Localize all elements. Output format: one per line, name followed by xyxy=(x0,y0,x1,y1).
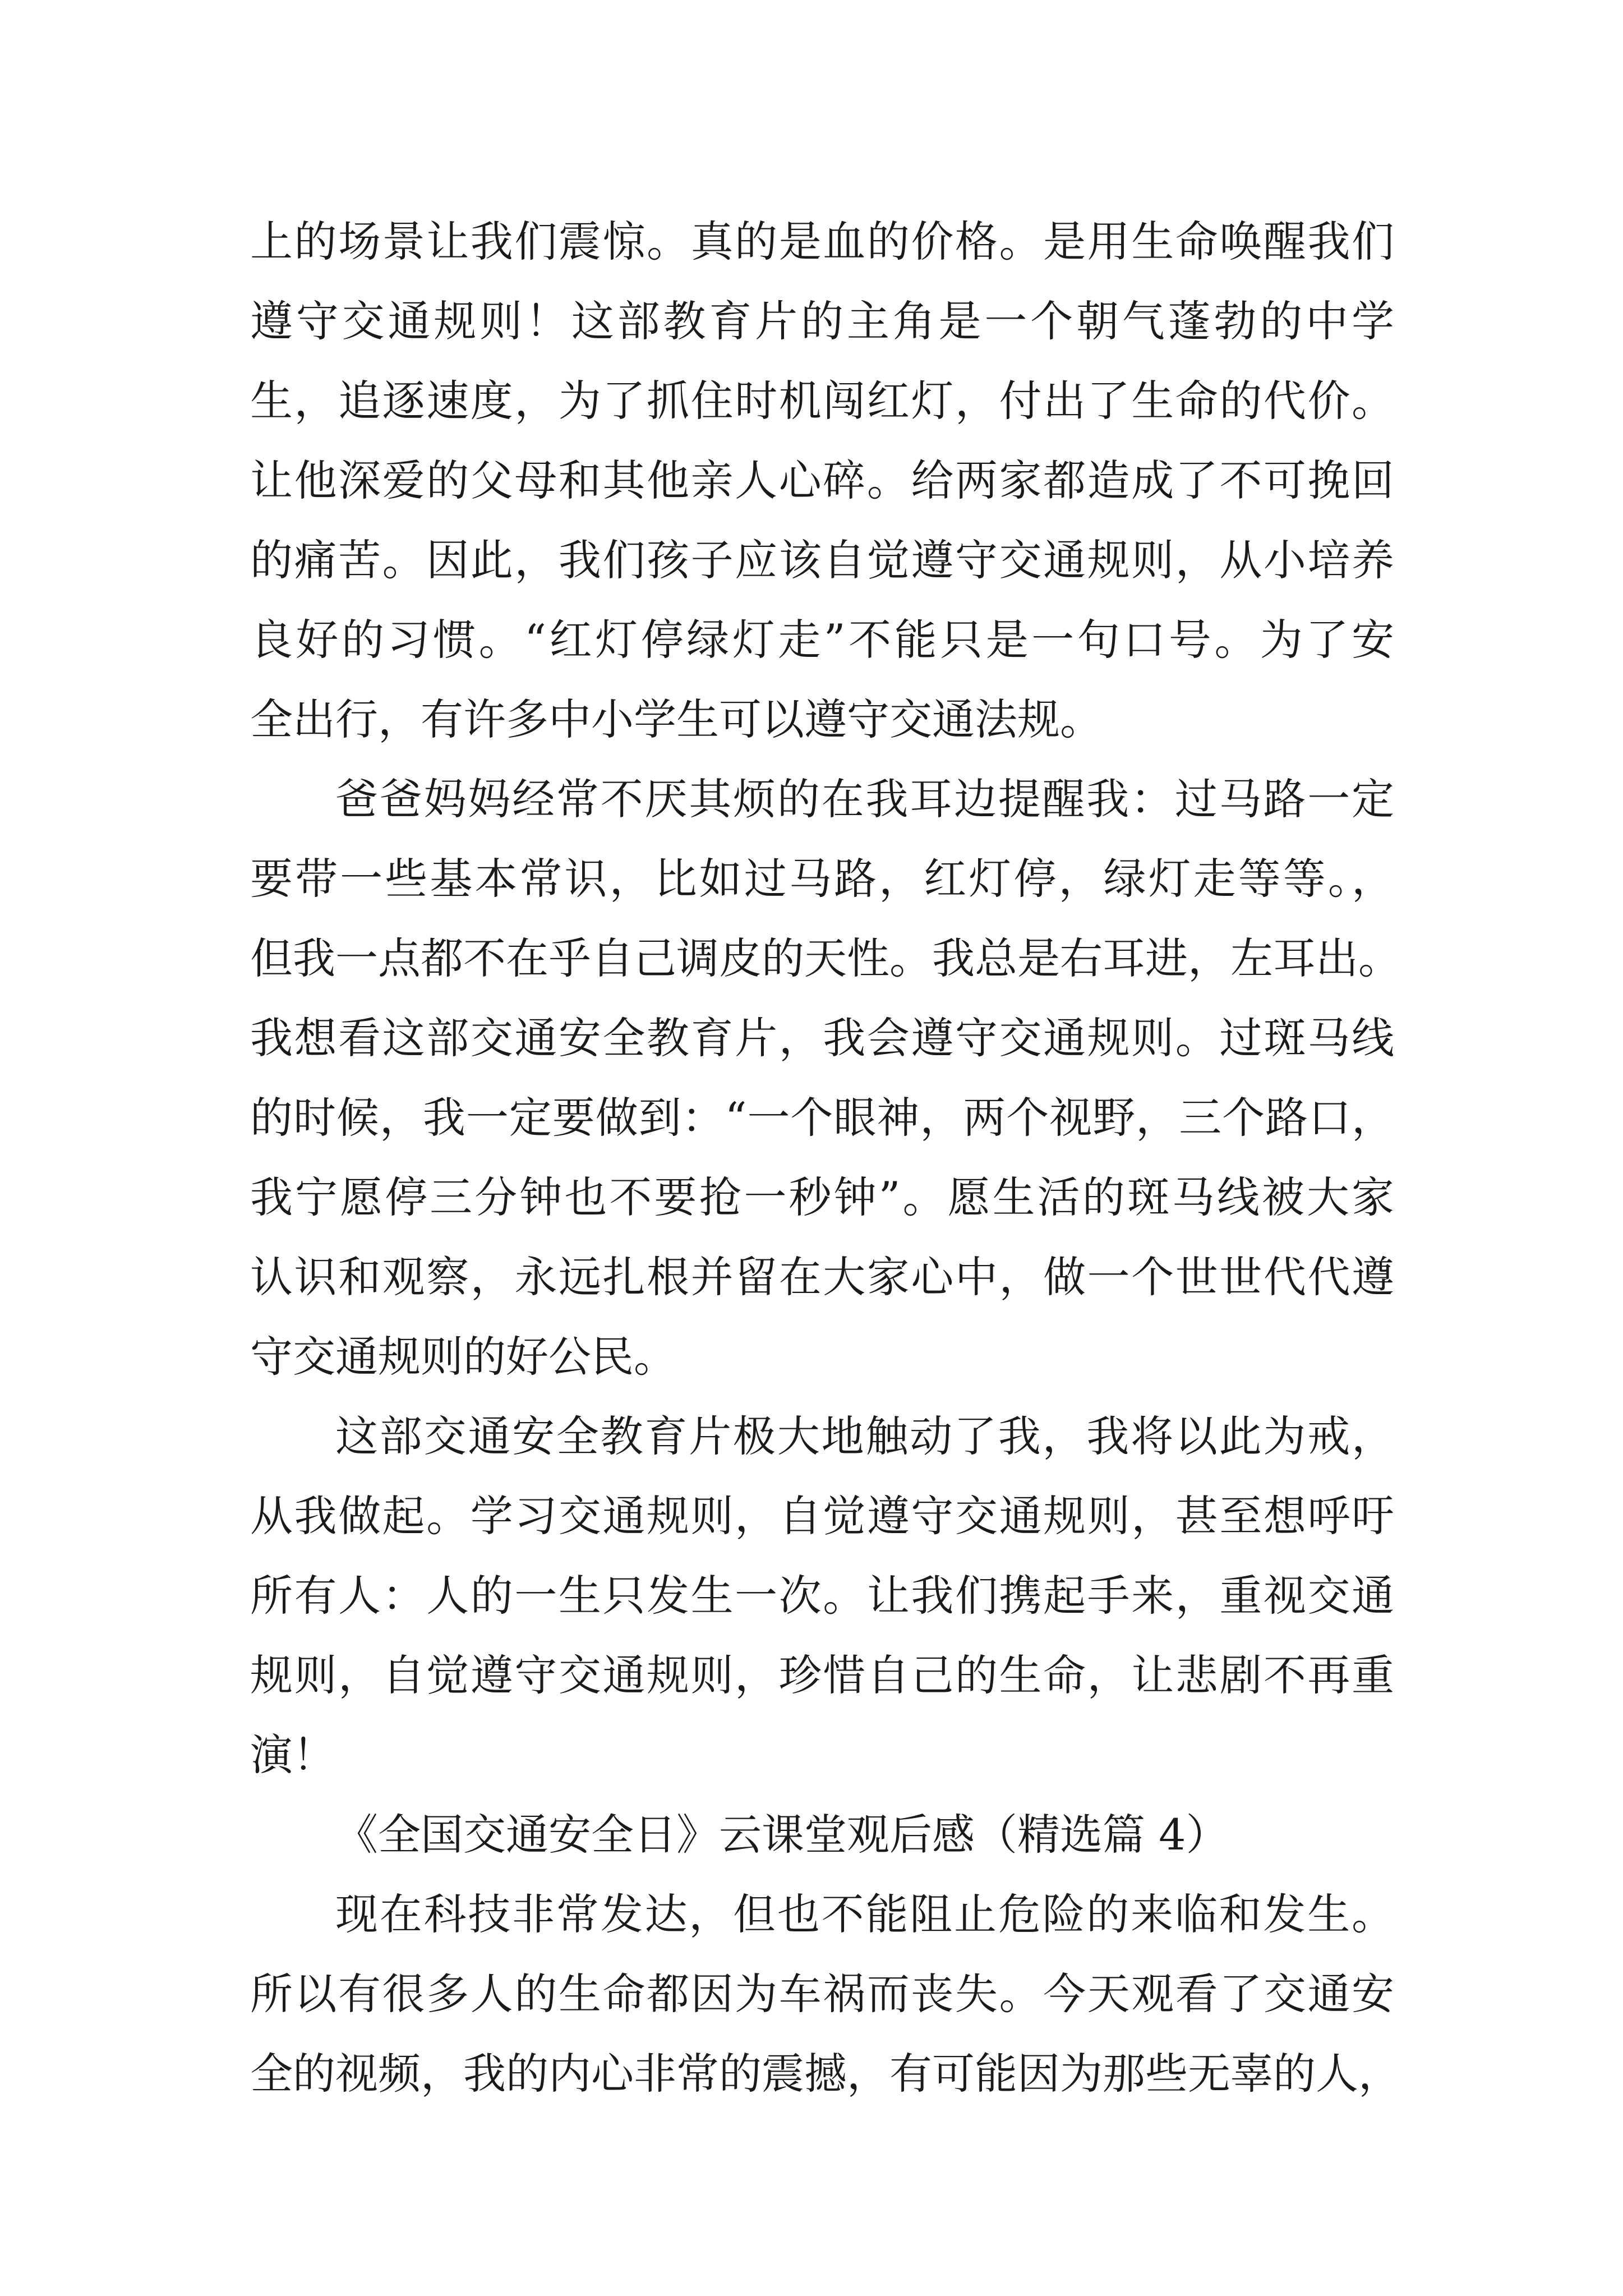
text-line: 的时候，我一定要做到：“一个眼神，两个视野，三个路口， xyxy=(250,1093,1394,1143)
paragraph-2 xyxy=(250,760,1401,1397)
text-line: 全出行，有许多中小学生可以遵守交通法规。 xyxy=(250,694,1103,744)
text-line: 现在科技非常发达，但也不能阻止危险的来临和发生。 xyxy=(335,1889,1394,1939)
document-body xyxy=(250,202,1401,2114)
text-line: 的痛苦。因此，我们孩子应该自觉遵守交通规则，从小培养 xyxy=(250,535,1394,585)
text-line: 演！ xyxy=(250,1730,335,1780)
text-line: 但我一点都不在乎自己调皮的天性。我总是右耳进，左耳出。 xyxy=(250,933,1401,983)
text-line: 上的场景让我们震惊。真的是血的价格。是用生命唤醒我们 xyxy=(250,217,1394,266)
text-line: 全的视频，我的内心非常的震撼，有可能因为那些无辜的人， xyxy=(250,2049,1401,2099)
text-line: 我宁愿停三分钟也不要抢一秒钟”。愿生活的斑马线被大家 xyxy=(250,1172,1394,1222)
paragraph-4 xyxy=(250,1875,1401,2114)
paragraph-3 xyxy=(250,1397,1394,1795)
section-title: 《全国交通安全日》云课堂观后感（精选篇 4） xyxy=(335,1810,1229,1860)
text-line: 所以有很多人的生命都因为车祸而丧失。今天观看了交通安 xyxy=(250,1969,1394,2019)
text-line: 遵守交通规则！这部教育片的主角是一个朝气蓬勃的中学 xyxy=(250,296,1394,346)
text-line: 这部交通安全教育片极大地触动了我，我将以此为戒， xyxy=(335,1411,1394,1461)
text-line: 守交通规则的好公民。 xyxy=(250,1332,676,1382)
text-line: 爸爸妈妈经常不厌其烦的在我耳边提醒我：过马路一定 xyxy=(335,774,1394,824)
text-line: 让他深爱的父母和其他亲人心碎。给两家都造成了不可挽回 xyxy=(250,455,1394,505)
text-line: 从我做起。学习交通规则，自觉遵守交通规则，甚至想呼吁 xyxy=(250,1491,1394,1541)
text-line: 我想看这部交通安全教育片，我会遵守交通规则。过斑马线 xyxy=(250,1013,1394,1063)
paragraph-1 xyxy=(250,202,1394,760)
text-line: 生，追逐速度，为了抓住时机闯红灯，付出了生命的代价。 xyxy=(250,376,1394,426)
text-line: 规则，自觉遵守交通规则，珍惜自己的生命，让悲剧不再重 xyxy=(250,1650,1394,1700)
text-line: 要带一些基本常识，比如过马路，红灯停，绿灯走等等。， xyxy=(250,854,1394,904)
text-line: 所有人：人的一生只发生一次。让我们携起手来，重视交通 xyxy=(250,1571,1394,1621)
text-line: 认识和观察，永远扎根并留在大家心中，做一个世世代代遵 xyxy=(250,1252,1394,1302)
text-line: 良好的习惯。“红灯停绿灯走”不能只是一句口号。为了安 xyxy=(250,615,1394,665)
